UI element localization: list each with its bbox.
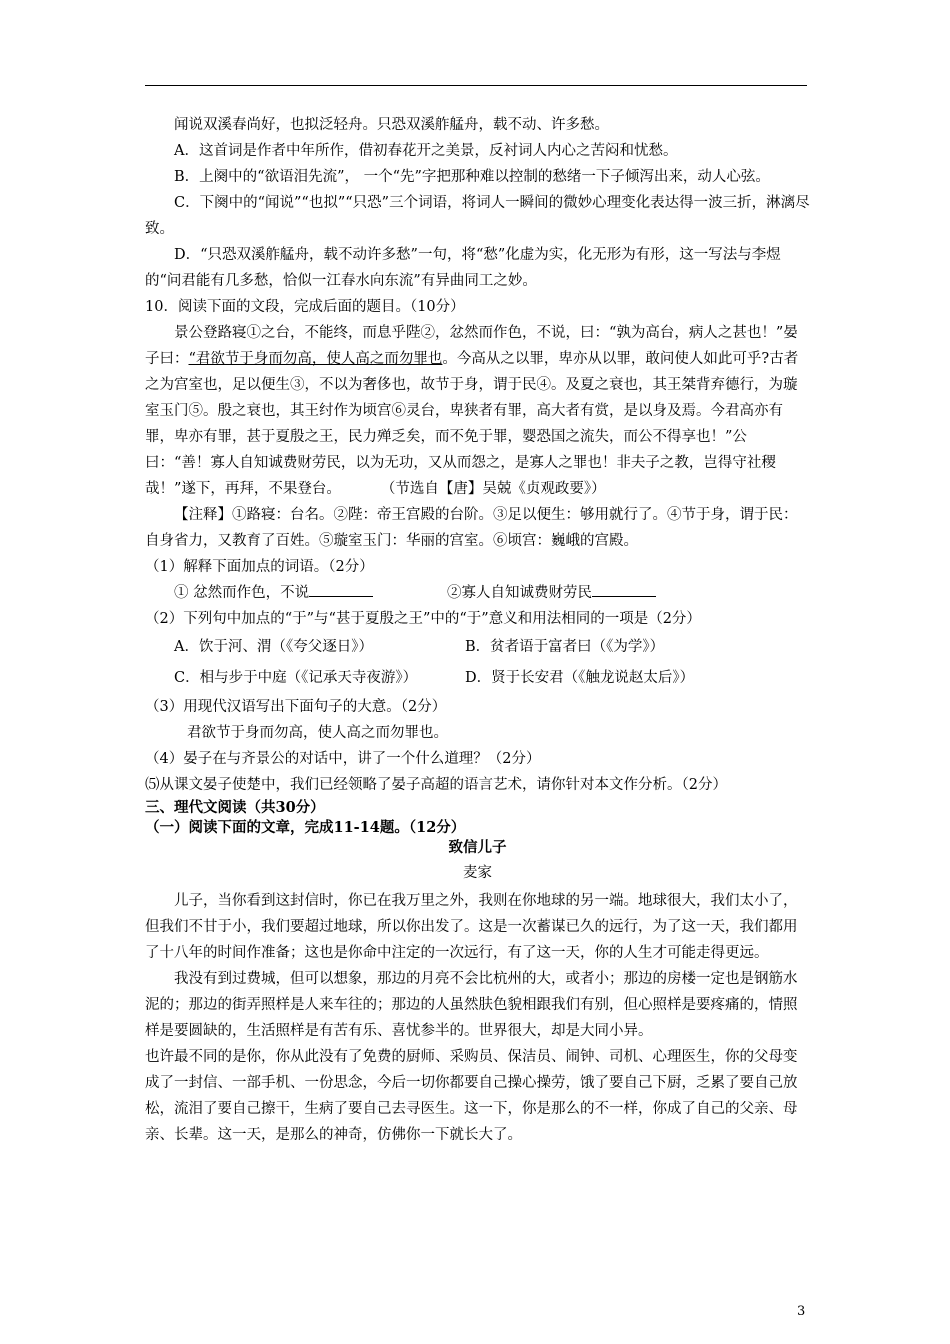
q10-sub4: （4）晏子在与齐景公的对话中，讲了一个什么道理？（2分） [145, 751, 541, 767]
sub2-option-a: A．饮于河、渭（《夸父逐日》） [174, 639, 373, 655]
q10-sub1-items [145, 580, 810, 606]
section3-title: 三、理代文阅读（共30分） [145, 799, 325, 816]
article-author: 麦家 [463, 865, 492, 881]
q10-sub3-sentence: 君欲节于身而勿高，使人高之而勿罪也。 [187, 725, 448, 741]
section3-subtitle: （一）阅读下面的文章，完成11-14题。（12分） [145, 819, 466, 836]
q9-option-a: A．这首词是作者中年所作，借初春花开之美景，反衬词人内心之苦闷和忧愁。 [174, 143, 678, 159]
sub1-item-a: ① 忿然而作色，不说 [174, 585, 310, 601]
sub2-option-c: C．相与步于中庭（《记承天寺夜游》） [174, 670, 418, 686]
article-title: 致信儿子 [448, 839, 507, 856]
answer-blank [592, 582, 656, 597]
sub2-option-b: B．贫者语于富者曰（《为学》） [465, 639, 665, 655]
poem-line: 闻说双溪春尚好，也拟泛轻舟。只恐双溪舴艋舟，载不动、许多愁。 [174, 117, 609, 133]
q10-sub3: （3）用现代汉语写出下面句子的大意。（2分） [145, 699, 447, 715]
q10-notes: 【注释】①路寝：台名。②陛：帝王宫殿的台阶。③足以便生：够用就行了。④节于身，谓于民：自身省力，又教育了百姓。⑤璇室玉门：华丽的宫室。⑥顷宫：巍峨的宫殿。 [145, 507, 798, 549]
q10-passage [145, 320, 810, 502]
q10-sub5: ⑸从课文晏子使楚中，我们已经领略了晏子高超的语言艺术，请你针对本文作分析。（2分） [145, 777, 727, 793]
page-content [145, 112, 810, 1148]
passage-underlined: “君欲节于身而勿高，使人高之而勿罪也 [188, 351, 443, 367]
passage-post: 。今高从之以罪，卑亦从以罪，敢问使人如此可乎?古者之为宫室也，足以便生③，不以为奢侈也，故节于身，谓于民④。及夏之衰也，其王桀背弃德行，为璇室玉门⑤。殷之衰也，其王纣作为顷宫⑥灵台，卑狭者有罪，高大者有赏，是以身及焉。今君高亦有罪，卑亦有罪，甚于夏殷之王，民力殚乏矣，而不免于罪，婴恐国之流失，而公不得享也！”公曰：“善！寡人自知诚费财劳民，以为无功，又从而怨之，是寡人之罪也！非夫子之教，岂得守社稷哉！”遂下，再拜，不果登台。 [145, 351, 799, 497]
q10-sub2-row1 [145, 632, 810, 663]
article-paragraph-2: 我没有到过费城，但可以想象，那边的月亮不会比杭州的大，或者小；那边的房楼一定也是钢筋水泥的；那边的街弄照样是人来车往的；那边的人虽然肤色貌相跟我们有别，但心照样是要疼痛的，情照样是要圆缺的，生活照样是有苦有乐、喜忧参半的。世界很大，却是大同小异。 [145, 971, 798, 1039]
q9-option-c: C．下阕中的“闻说”“也拟”“只恐”三个词语，将词人一瞬间的微妙心理变化表达得一波三折，淋漓尽致。 [145, 195, 810, 237]
article-paragraph-3: 也许最不同的是你，你从此没有了免费的厨师、采购员、保洁员、闹钟、司机、心理医生，你的父母变成了一封信、一部手机、一份思念，今后一切你都要自己操心操劳，饿了要自己下厨，乏累了要自己放松，流泪了要自己擦干，生病了要自己去寻医生。这一下，你是那么的不一样，你成了自己的父亲、母亲、长辈。这一天，是那么的神奇，仿佛你一下就长大了。 [145, 1049, 798, 1143]
passage-source: （节选自【唐】吴兢《贞观政要》） [380, 481, 606, 497]
q10-sub1: （1）解释下面加点的词语。（2分） [145, 559, 374, 575]
q9-option-d: D．“只恐双溪舴艋舟，载不动许多愁”一句，将“愁”化虚为实，化无形为有形，这一写法与李煜的“问君能有几多愁，恰似一江春水向东流”有异曲同工之妙。 [145, 247, 781, 289]
passage-pre: 景公登路寝①之台，不能终，而息乎陛②，忿然而作色，不说，曰：“孰为高台，病人之甚也！”晏子曰： [145, 325, 798, 367]
sub1-item-b: ②寡人自知诚费财劳民 [447, 585, 592, 601]
header-rule [145, 85, 807, 86]
article-paragraph-1: 儿子，当你看到这封信时，你已在我万里之外，我则在你地球的另一端。地球很大，我们太小了，但我们不甘于小，我们要超过地球，所以你出发了。这是一次蓄谋已久的远行，为了这一天，我们都用了十八年的时间作准备；这也是你命中注定的一次远行，有了这一天，你的人生才可能走得更远。 [145, 893, 798, 961]
sub2-option-d: D．贤于长安君（《触龙说赵太后》） [465, 670, 695, 686]
page-number: 3 [797, 1304, 806, 1319]
q10-sub2-row2 [145, 663, 810, 694]
answer-blank [309, 582, 373, 597]
q10-sub2: （2）下列句中加点的“于”与“甚于夏殷之王”中的“于”意义和用法相同的一项是（2分） [145, 611, 701, 627]
q9-option-b: B．上阕中的“欲语泪先流”， 一个“先”字把那种难以控制的愁绪一下子倾泻出来，动人心弦。 [174, 169, 770, 185]
q10-title: 10．阅读下面的文段，完成后面的题目。（10分） [145, 299, 465, 315]
